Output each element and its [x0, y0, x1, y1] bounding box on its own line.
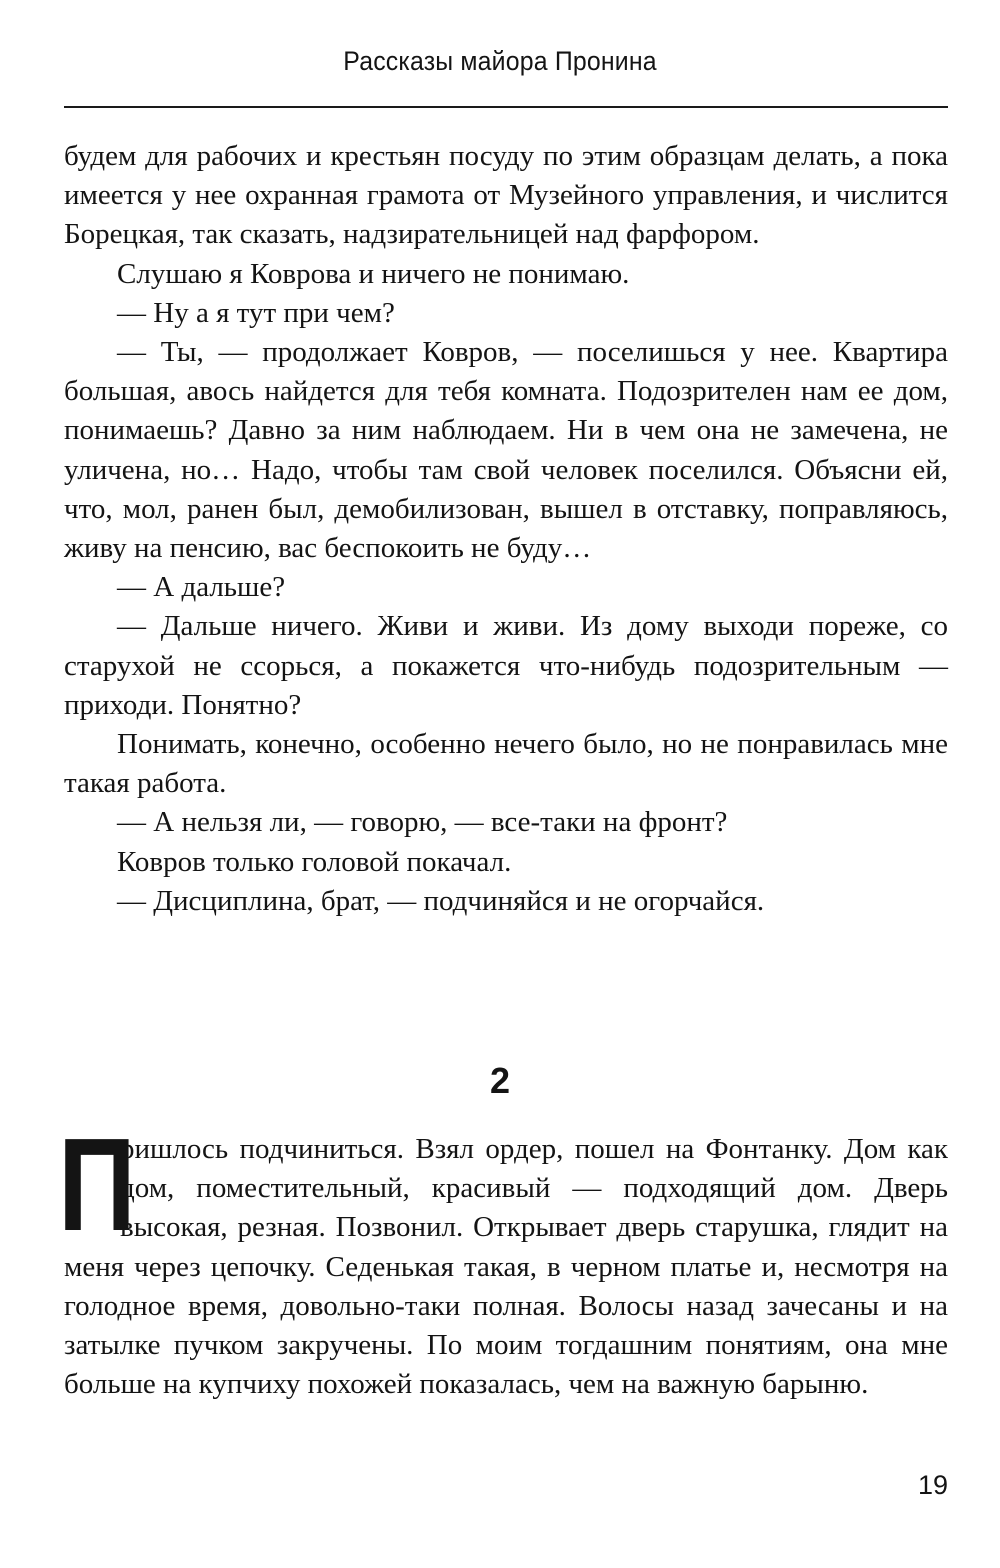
paragraph: — Ты, — продолжает Ковров, — поселишься у нее. Квартира большая, авось найдется для тебя комната. Подозрителен нам ее дом, понимаешь? Давно за ним наблюдаем. Ни в чем она не замечена, не уличена, но… Надо, чтобы там свой человек поселился. Объясни ей, что, мол, ранен был, демобилизован, вышел в отставку, поправляюсь, живу на пенсию, вас беспокоить не буду… [64, 336, 948, 565]
paragraph: будем для рабочих и крестьян посуду по этим образцам делать, а пока имеется у нее охранная грамота от Музейного управления, и числится Борецкая, так сказать, надзирательницей над фарфором. [64, 140, 948, 251]
paragraph: Слушаю я Коврова и ничего не понимаю. [117, 257, 630, 290]
paragraph: — А дальше? [117, 571, 286, 604]
text-block-2 [58, 1111, 948, 1404]
paragraph: Ковров только головой покачал. [117, 845, 512, 878]
chapter-number: 2 [489, 1060, 511, 1101]
header-rule [64, 106, 948, 108]
paragraph [58, 1111, 948, 1404]
running-head: Рассказы майора Пронина [343, 46, 657, 76]
paragraph: — А нельзя ли, — говорю, — все-таки на фронт? [117, 806, 728, 839]
text-block-1 [64, 137, 948, 921]
paragraph: Понимать, конечно, особенно нечего было, но не понравилась мне такая работа. [64, 728, 948, 800]
page-number: 19 [917, 1470, 948, 1500]
paragraph: — Ну а я тут при чем? [117, 296, 395, 329]
paragraph: — Дисциплина, брат, — подчиняйся и не огорчайся. [117, 884, 765, 917]
paragraph: — Дальше ничего. Живи и живи. Из дому выходи пореже, со старухой не ссорься, а покажется что-нибудь подозрительным — приходи. Понятно? [64, 610, 948, 721]
drop-cap: П [58, 1111, 136, 1258]
paragraph-text: ришлось подчиниться. Взял ордер, пошел на Фонтанку. Дом как дом, поместительный, красивый — подходящий дом. Дверь высокая, резная. Позвонил. Открывает дверь старушка, глядит на меня через цепочку. Седенькая такая, в черном платье и, несмотря на голодное время, довольно-таки полная. Волосы назад зачесаны и на затылке пучком закручены. По моим тогдашним понятиям, она мне больше на купчиху похожей показалась, чем на важную барыню. [64, 1133, 948, 1401]
